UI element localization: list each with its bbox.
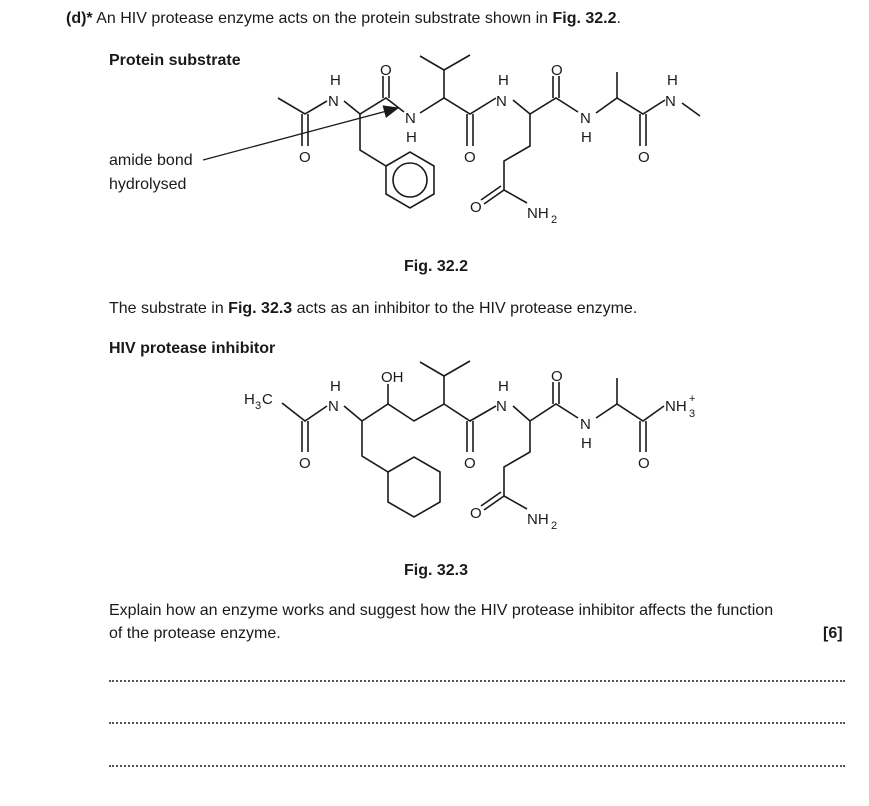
intro-after: acts as an inhibitor to the HIV protease enzyme.	[292, 300, 638, 317]
atom-H: H	[498, 378, 509, 395]
annotation-hydrolysed: hydrolysed	[109, 176, 187, 193]
atom-O: O	[464, 149, 476, 166]
atom-subscript: 3	[689, 408, 696, 420]
atom-O: O	[470, 199, 482, 216]
atom-H: H	[406, 129, 417, 146]
atom-O: O	[464, 455, 476, 472]
atom-N: N	[496, 93, 507, 110]
atom-subscript: 2	[551, 520, 558, 532]
intro-fig-ref: Fig. 32.3	[228, 300, 293, 317]
task-line-2: of the protease enzyme.	[109, 625, 281, 642]
question-fig-ref: Fig. 32.2	[552, 10, 617, 27]
atom-H: H	[581, 435, 592, 452]
atom-H: H	[581, 129, 592, 146]
atom-O: O	[299, 149, 311, 166]
atom-H: H	[330, 72, 341, 89]
question-label: (d)*	[66, 10, 93, 27]
marks: [6]	[823, 625, 843, 642]
atom-NH2: NH	[527, 511, 549, 528]
atom-O: O	[551, 368, 563, 385]
question-end: .	[616, 10, 621, 27]
atom-O: O	[380, 62, 392, 79]
atom-charge: +	[689, 393, 696, 405]
fig-32-3-caption: Fig. 32.3	[404, 562, 469, 579]
atom-subscript: 2	[551, 214, 558, 226]
atom-NH3: NH	[665, 398, 687, 415]
atom-O: O	[299, 455, 311, 472]
atom-O: O	[551, 62, 563, 79]
intro-before: The substrate in	[109, 300, 229, 317]
atom-N: N	[328, 398, 339, 415]
atom-O: O	[638, 455, 650, 472]
atom-H3C: C	[262, 391, 273, 408]
atom-N: N	[405, 110, 416, 127]
atom-H3C: H	[244, 391, 255, 408]
atom-H: H	[330, 378, 341, 395]
substrate-structure	[203, 55, 700, 208]
atom-H: H	[498, 72, 509, 89]
substrate-heading: Protein substrate	[109, 52, 241, 69]
atom-NH2: NH	[527, 205, 549, 222]
atom-N: N	[580, 416, 591, 433]
annotation-amide-bond: amide bond	[109, 152, 193, 169]
atom-N: N	[665, 93, 676, 110]
inhibitor-heading: HIV protease inhibitor	[109, 340, 276, 357]
atom-N: N	[580, 110, 591, 127]
inhibitor-atom-labels	[244, 368, 695, 532]
atom-subscript: 3	[255, 400, 262, 412]
atom-O: O	[638, 149, 650, 166]
question-body: An HIV protease enzyme acts on the protein substrate shown in	[92, 10, 553, 27]
atom-N: N	[496, 398, 507, 415]
task-line-1: Explain how an enzyme works and suggest how the HIV protease inhibitor affects the function	[109, 602, 774, 619]
atom-OH: OH	[381, 369, 404, 386]
atom-N: N	[328, 93, 339, 110]
fig-32-2-caption: Fig. 32.2	[404, 258, 469, 275]
atom-O: O	[470, 505, 482, 522]
atom-H: H	[667, 72, 678, 89]
